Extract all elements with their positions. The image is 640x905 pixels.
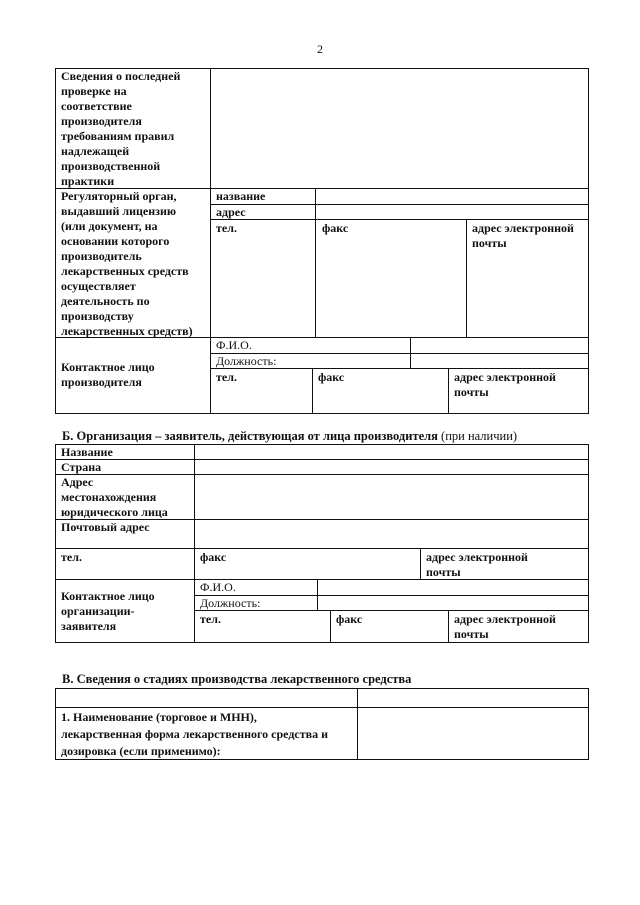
section-b-heading: Б. Организация – заявитель, действующая от лица производителя (при наличии) xyxy=(62,429,518,443)
applicant-contact-tel-label: тел. xyxy=(200,612,221,626)
gmp-label: Сведения о последней проверке на соответствие производителя требованиям правил надлежащей производственной практики xyxy=(61,69,181,188)
contact-email-label: адрес электронной почты xyxy=(454,370,556,399)
contact-tel-label: тел. xyxy=(216,370,237,384)
regulator-address-label: адрес xyxy=(216,205,246,219)
applicant-fax-label: факс xyxy=(200,550,227,564)
applicant-contact-email-label: адрес электронной почты xyxy=(454,612,556,641)
contact-fio-label: Ф.И.О. xyxy=(216,338,252,352)
regulator-name-label: название xyxy=(216,189,266,203)
applicant-postal-address-label: Почтовый адрес xyxy=(61,520,150,534)
regulator-fax-label: факс xyxy=(322,221,349,235)
applicant-country-label: Страна xyxy=(61,460,102,474)
regulator-email-label: адрес электронной почты xyxy=(472,221,574,250)
manufacturer-contact-label: Контактное лицо производителя xyxy=(61,360,155,389)
contact-fax-label: факс xyxy=(318,370,345,384)
item1-label: 1. Наименование (торговое и МНН), лекарственная форма лекарственного средства и дозировка (если применимо): xyxy=(61,710,329,758)
page-number: 2 xyxy=(317,42,323,56)
regulator-tel-label: тел. xyxy=(216,221,237,235)
applicant-contact-label: Контактное лицо организации- заявителя xyxy=(61,589,155,633)
applicant-legal-address-label: Адрес местонахождения юридического лица xyxy=(61,475,168,519)
regulator-label: Регуляторный орган, выдавший лицензию (или документ, на основании которого производитель лекарственных средств осуществляет деятельность по производству лекарственных средств) xyxy=(61,189,193,338)
applicant-contact-position-label: Должность: xyxy=(200,596,261,610)
applicant-email-label: адрес электронной почты xyxy=(426,550,528,579)
applicant-contact-fax-label: факс xyxy=(336,612,363,626)
applicant-contact-fio-label: Ф.И.О. xyxy=(200,580,236,594)
applicant-tel-label: тел. xyxy=(61,550,82,564)
section-c-heading: В. Сведения о стадиях производства лекарственного средства xyxy=(62,672,412,686)
contact-position-label: Должность: xyxy=(216,354,277,368)
applicant-name-label: Название xyxy=(61,445,113,459)
